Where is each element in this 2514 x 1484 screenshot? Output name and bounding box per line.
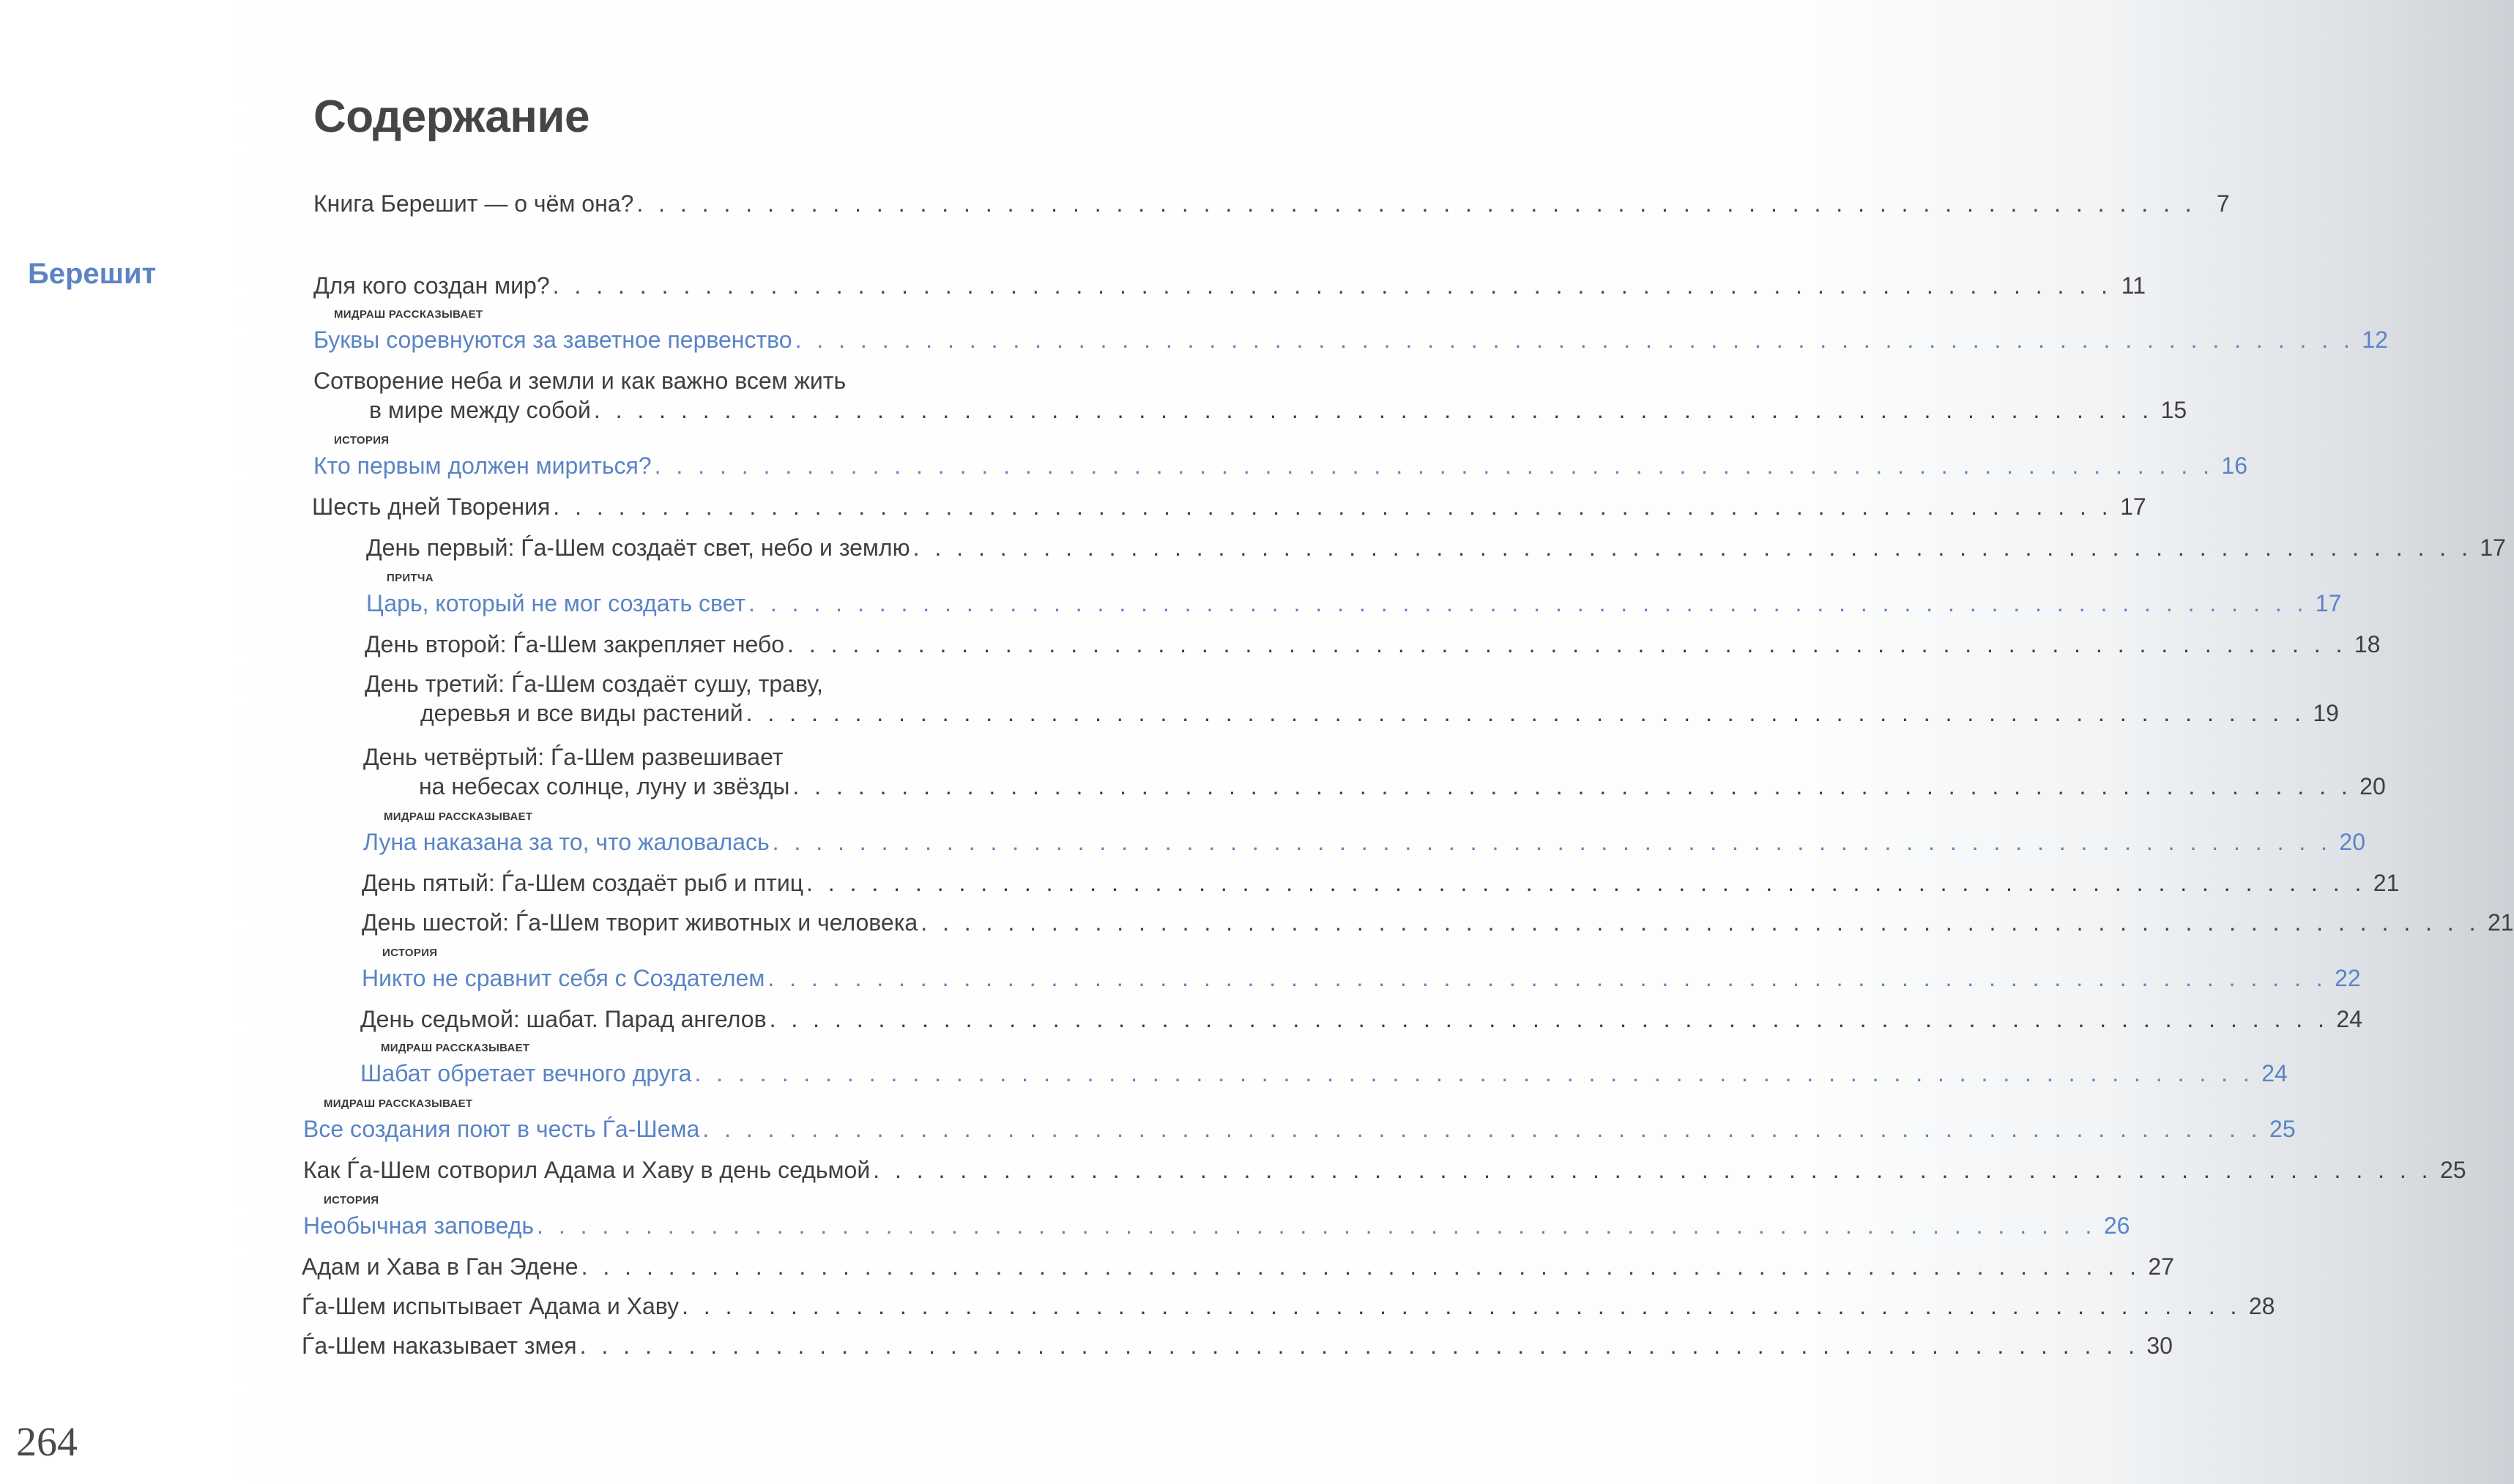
toc-entry-page: 24	[2261, 1060, 2288, 1086]
toc-entry-title: День второй: Ѓа-Шем закрепляет небо	[365, 631, 785, 657]
toc-entry-feature[interactable]	[363, 810, 2366, 857]
toc-entry-page: 22	[2335, 965, 2361, 991]
toc-entry-title: Необычная заповедь	[303, 1212, 535, 1239]
toc-entry-page: 20	[2359, 773, 2386, 799]
toc-entry[interactable]	[302, 1291, 2275, 1321]
toc-entry[interactable]	[363, 742, 2386, 801]
dot-leader: . . . . . . . . . . . . . . . . . . . . . . . . . . . . . . . . . . . . . . . . . . . . . . . . . . . . . . . . . . . . . . . . . . . . . . . .	[581, 1253, 2141, 1280]
toc-entry-page: 7	[2216, 190, 2230, 217]
entry-tag: ИСТОРИЯ	[324, 1194, 379, 1207]
toc-entry[interactable]	[362, 908, 2514, 937]
toc-entry-title: Как Ѓа-Шем сотворил Адама и Хаву в день седьмой	[303, 1157, 871, 1183]
entry-tag: МИДРАШ РАССКАЗЫВАЕТ	[334, 308, 483, 321]
toc-entry-page: 17	[2480, 534, 2506, 561]
entry-tag: ПРИТЧА	[387, 572, 434, 584]
entry-tag: ИСТОРИЯ	[334, 434, 390, 447]
toc-entry-title: Все создания поют в честь Ѓа-Шема	[303, 1116, 700, 1142]
toc-entry-title: Луна наказана за то, что жаловалась	[363, 829, 770, 855]
dot-leader: . . . . . . . . . . . . . . . . . . . . . . . . . . . . . . . . . . . . . . . . . . . . . . . . . . . . . . . . . . . . . . . . . . . . . . . .	[745, 700, 2305, 726]
toc-entry-page: 17	[2315, 590, 2342, 616]
toc-entry-page: 12	[2362, 327, 2388, 353]
toc-entry-title-cont: деревья и все виды растений	[420, 700, 743, 726]
toc-entry-title: День четвёртый: Ѓа-Шем развешивает	[363, 744, 784, 770]
dot-leader: . . . . . . . . . . . . . . . . . . . . . . . . . . . . . . . . . . . . . . . . . . . . . . . . . . . . . . . . . . . . . . . . . . . . . . . .	[682, 1293, 2242, 1319]
toc-entry-feature[interactable]	[313, 308, 2388, 354]
toc-entry-title: Адам и Хава в Ган Эдене	[302, 1253, 579, 1280]
toc-entry-title: Книга Берешит — о чём она?	[313, 190, 634, 217]
toc-entry-page: 21	[2487, 909, 2514, 936]
entry-tag: МИДРАШ РАССКАЗЫВАЕТ	[324, 1097, 473, 1110]
toc-entry-title: День первый: Ѓа-Шем создаёт свет, небо и землю	[366, 534, 910, 561]
toc-entry-page: 28	[2248, 1293, 2275, 1319]
toc-entry-page: 26	[2103, 1212, 2130, 1239]
dot-leader: . . . . . . . . . . . . . . . . . . . . . . . . . . . . . . . . . . . . . . . . . . . . . . . . . . . . . . . . . . . . . . . . . . . . . . . .	[552, 272, 2112, 299]
toc-entry-title-cont: на небесах солнце, луну и звёзды	[419, 773, 790, 799]
page-title: Содержание	[313, 92, 590, 142]
page-number: 264	[16, 1420, 78, 1465]
toc-entry-page: 19	[2313, 700, 2339, 726]
toc-entry[interactable]	[302, 1331, 2173, 1360]
toc-entry[interactable]	[303, 1155, 2466, 1185]
dot-leader: . . . . . . . . . . . . . . . . . . . . . . . . . . . . . . . . . . . . . . . . . . . . . . . . . . . . . . . . . . . . . . . . . . . . . . . .	[792, 773, 2352, 799]
toc-entry-page: 20	[2339, 829, 2366, 855]
toc-entry-title: Царь, который не мог создать свет	[366, 590, 746, 616]
toc-entry-feature[interactable]	[303, 1097, 2296, 1144]
toc-entry[interactable]	[365, 630, 2381, 659]
dot-leader: . . . . . . . . . . . . . . . . . . . . . . . . . . . . . . . . . . . . . . . . . . . . . . . . . . . . . . . . . . . . . . . . . . . . . . . .	[537, 1212, 2097, 1239]
dot-leader: . . . . . . . . . . . . . . . . . . . . . . . . . . . . . . . . . . . . . . . . . . . . . . . . . . . . . . . . . . . . . . . . . . . . . . . .	[795, 327, 2354, 353]
toc-entry-title: Ѓа-Шем испытывает Адама и Хаву	[302, 1293, 680, 1319]
toc-entry[interactable]	[313, 366, 2187, 425]
toc-entry-title: Кто первым должен мириться?	[313, 452, 652, 479]
toc-entry[interactable]	[366, 533, 2506, 562]
toc-entry[interactable]	[365, 669, 2339, 728]
dot-leader: . . . . . . . . . . . . . . . . . . . . . . . . . . . . . . . . . . . . . . . . . . . . . . . . . . . . . . . . . . . . . . . . . . . . . . . .	[912, 534, 2472, 561]
toc-entry-page: 25	[2439, 1157, 2466, 1183]
toc-entry-title: Никто не сравнит себя с Создателем	[362, 965, 765, 991]
toc-entry-title: День седьмой: шабат. Парад ангелов	[360, 1006, 767, 1032]
toc-entry-feature[interactable]	[366, 572, 2342, 618]
dot-leader: . . . . . . . . . . . . . . . . . . . . . . . . . . . . . . . . . . . . . . . . . . . . . . . . . . . . . . . . . . . . . . . . . . . . . . . .	[553, 493, 2113, 520]
toc-entry-title: Сотворение неба и земли и как важно всем жить	[313, 368, 847, 394]
dot-leader: . . . . . . . . . . . . . . . . . . . . . . . . . . . . . . . . . . . . . . . . . . . . . . . . . . . . . . . . . . . . . . . . . . . . . . . .	[579, 1332, 2139, 1359]
dot-leader: . . . . . . . . . . . . . . . . . . . . . . . . . . . . . . . . . . . . . . . . . . . . . . . . . . . . . . . . . . . . . . . . . . . . . . . .	[748, 590, 2308, 616]
toc-entry-page: 25	[2269, 1116, 2296, 1142]
entry-tag: ИСТОРИЯ	[382, 947, 438, 959]
dot-leader: . . . . . . . . . . . . . . . . . . . . . . . . . . . . . . . . . . . . . . . . . . . . . . . . . . . . . . . . . . . . . . . . . . . . . . . .	[694, 1060, 2254, 1086]
toc-entry-page: 15	[2160, 397, 2187, 423]
toc-entry-title: Шабат обретает вечного друга	[360, 1060, 692, 1086]
toc-entry-feature[interactable]	[313, 434, 2247, 480]
dot-leader: . . . . . . . . . . . . . . . . . . . . . . . . . . . . . . . . . . . . . . . . . . . . . . . . . . . . . . . . . . . . . . . . . . . . . . . .	[767, 965, 2327, 991]
toc-entry-title: Ѓа-Шем наказывает змея	[302, 1332, 577, 1359]
toc-entry-title: Шесть дней Творения	[312, 493, 551, 520]
toc-entry-title: День шестой: Ѓа-Шем творит животных и человека	[362, 909, 918, 936]
toc-entry[interactable]	[313, 271, 2146, 300]
toc-entry-page: 11	[2121, 272, 2146, 299]
section-label: Берешит	[28, 258, 157, 290]
toc-entry-page: 16	[2221, 452, 2247, 479]
toc-entry-title: День пятый: Ѓа-Шем создаёт рыб и птиц	[362, 870, 804, 896]
toc-entry-feature[interactable]	[360, 1042, 2288, 1088]
dot-leader: . . . . . . . . . . . . . . . . . . . . . . . . . . . . . . . . . . . . . . . . . . . . . . . . . . . . . . . . . . . . . . . . . . . . . . . .	[636, 190, 2196, 217]
dot-leader: . . . . . . . . . . . . . . . . . . . . . . . . . . . . . . . . . . . . . . . . . . . . . . . . . . . . . . . . . . . . . . . . . . . . . . . .	[772, 829, 2332, 855]
toc-entry-feature[interactable]	[303, 1194, 2130, 1240]
dot-leader: . . . . . . . . . . . . . . . . . . . . . . . . . . . . . . . . . . . . . . . . . . . . . . . . . . . . . . . . . . . . . . . . . . . . . . . .	[873, 1157, 2433, 1183]
dot-leader: . . . . . . . . . . . . . . . . . . . . . . . . . . . . . . . . . . . . . . . . . . . . . . . . . . . . . . . . . . . . . . . . . . . . . . . .	[806, 870, 2366, 896]
toc-entry-title: Для кого создан мир?	[313, 272, 550, 299]
toc-entry-title-cont: в мире между собой	[369, 397, 591, 423]
toc-entry-page: 18	[2354, 631, 2381, 657]
toc-entry-page: 27	[2148, 1253, 2174, 1280]
toc-entry[interactable]	[302, 1252, 2174, 1281]
toc-entry[interactable]	[360, 1004, 2362, 1034]
toc-entry-page: 17	[2120, 493, 2146, 520]
dot-leader: . . . . . . . . . . . . . . . . . . . . . . . . . . . . . . . . . . . . . . . . . . . . . . . . . . . . . . . . . . . . . . . . . . . . . . . .	[593, 397, 2154, 423]
dot-leader: . . . . . . . . . . . . . . . . . . . . . . . . . . . . . . . . . . . . . . . . . . . . . . . . . . . . . . . . . . . . . . . . . . . . . . . .	[787, 631, 2347, 657]
toc-entry-feature[interactable]	[362, 947, 2361, 993]
toc-entry-page: 30	[2146, 1332, 2173, 1359]
toc-entry[interactable]	[313, 189, 2230, 218]
toc-entry-page: 24	[2336, 1006, 2362, 1032]
toc-entry-title: Буквы соревнуются за заветное первенство	[313, 327, 792, 353]
toc-entry[interactable]	[362, 868, 2400, 898]
toc-entry-page: 21	[2373, 870, 2400, 896]
dot-leader: . . . . . . . . . . . . . . . . . . . . . . . . . . . . . . . . . . . . . . . . . . . . . . . . . . . . . . . . . . . . . . . . . . . . . . . .	[921, 909, 2480, 936]
dot-leader: . . . . . . . . . . . . . . . . . . . . . . . . . . . . . . . . . . . . . . . . . . . . . . . . . . . . . . . . . . . . . . . . . . . . . . . .	[702, 1116, 2262, 1142]
toc-entry[interactable]	[312, 492, 2146, 521]
entry-tag: МИДРАШ РАССКАЗЫВАЕТ	[384, 810, 533, 823]
dot-leader: . . . . . . . . . . . . . . . . . . . . . . . . . . . . . . . . . . . . . . . . . . . . . . . . . . . . . . . . . . . . . . . . . . . . . . . .	[769, 1006, 2329, 1032]
entry-tag: МИДРАШ РАССКАЗЫВАЕТ	[381, 1042, 530, 1054]
dot-leader: . . . . . . . . . . . . . . . . . . . . . . . . . . . . . . . . . . . . . . . . . . . . . . . . . . . . . . . . . . . . . . . . . . . . . . . .	[654, 452, 2214, 479]
toc-entry-title: День третий: Ѓа-Шем создаёт сушу, траву,	[365, 671, 823, 697]
